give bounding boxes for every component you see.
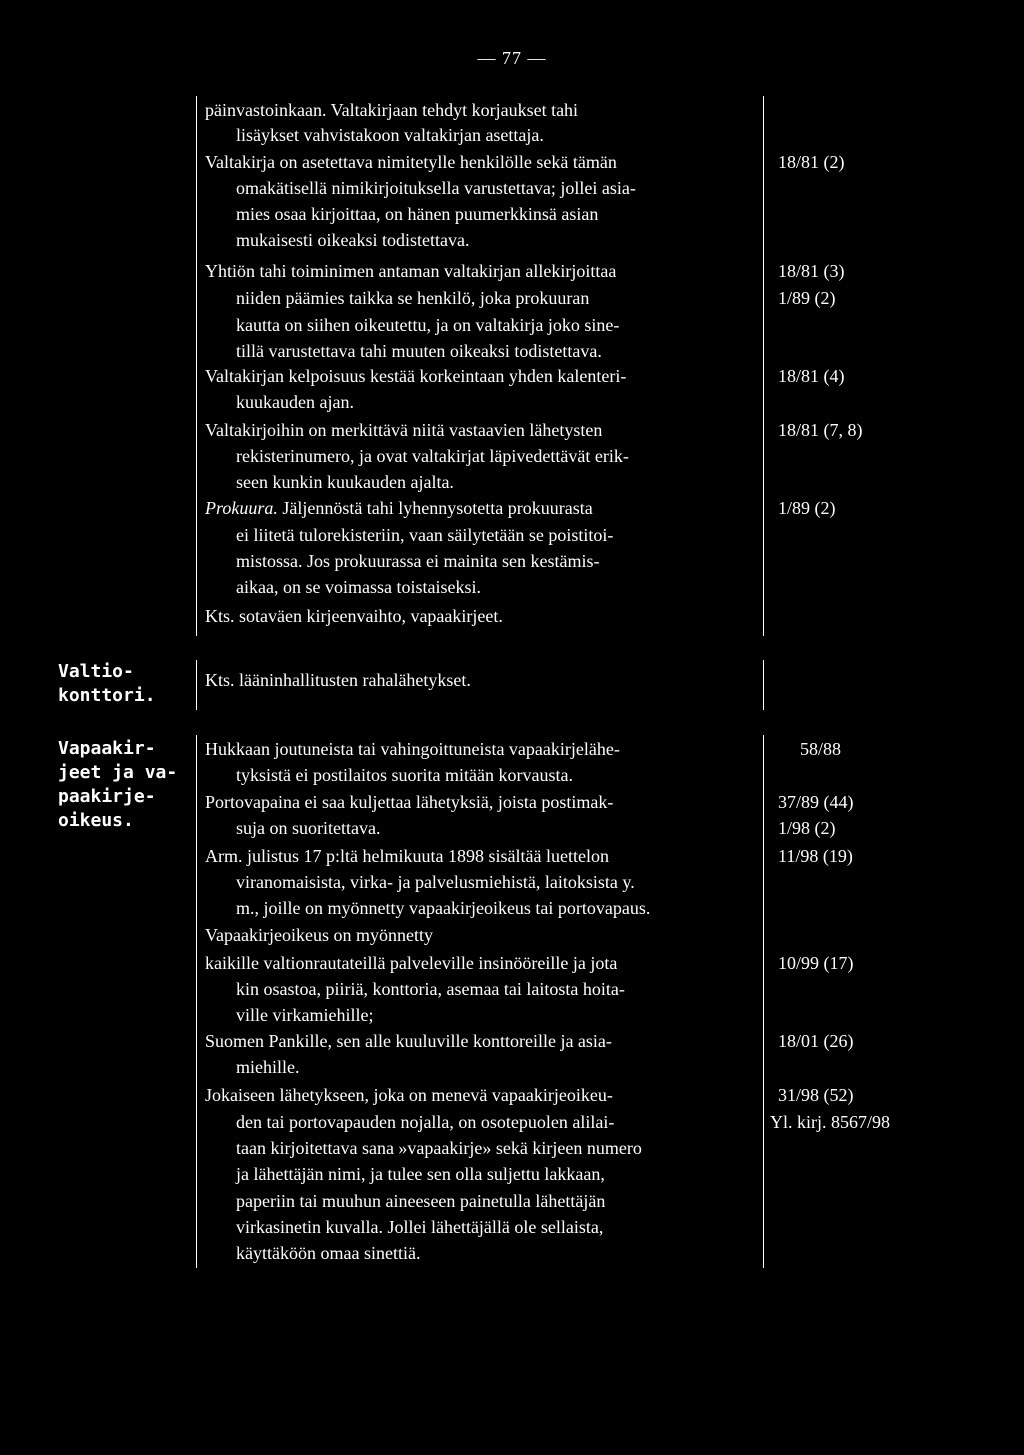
text-line [205,496,593,520]
prokuura-label: Prokuura. [205,498,278,518]
text-line: ei liitetä tulorekisteriin, vaan säilytetään se poistitoi- [236,525,614,545]
reference-note: 31/98 (52) [778,1085,854,1105]
reference-note: 18/81 (2) [778,152,845,172]
text-line: tyksistä ei postilaitos suorita mitään korvausta. [236,765,573,785]
text-line: lisäykset vahvistakoon valtakirjan asettaja. [236,125,544,145]
left-column-rule-mid [196,660,197,710]
text-line: Vapaakirjeoikeus on myönnetty [205,925,433,945]
text-line: miehille. [236,1057,300,1077]
right-column-rule-mid [763,660,764,710]
text-line: Valtakirjan kelpoisuus kestää korkeintaan yhden kalenteri- [205,366,627,386]
right-column-rule-bottom [763,735,764,1268]
text-line: den tai portovapauden nojalla, on osotepuolen alilai- [236,1112,615,1132]
section-2-text: Kts. lääninhallitusten rahalähetykset. [205,670,471,690]
text-line: päinvastoinkaan. Valtakirjaan tehdyt korjaukset tahi [205,100,579,120]
text-line: Arm. julistus 17 p:ltä helmikuuta 1898 sisältää luettelon [205,846,609,866]
side-heading-line: konttori. [58,685,156,706]
left-column-rule-bottom [196,735,197,1268]
reference-note: 11/98 (19) [778,846,853,866]
text-line: taan kirjoitettava sana »vapaakirje» sekä kirjeen numero [236,1138,642,1158]
text-line: Kts. sotaväen kirjeenvaihto, vapaakirjeet. [205,606,503,626]
side-heading-line: Valtio- [58,661,134,682]
left-column-rule-top [196,96,197,636]
reference-note: 18/81 (4) [778,366,845,386]
reference-note: 58/88 [800,739,842,759]
text-line: käyttäköön omaa sinettiä. [236,1243,421,1263]
prokuura-text: Jäljennöstä tahi lyhennysotetta prokuurasta [282,498,593,518]
reference-note: 1/98 (2) [778,818,836,838]
side-heading-line: paakirje- [58,786,156,807]
reference-note: 18/01 (26) [778,1031,854,1051]
text-line: mukaisesti oikeaksi todistettava. [236,230,470,250]
text-line: ville virkamiehille; [236,1005,374,1025]
reference-note: 18/81 (3) [778,261,845,281]
text-line: Suomen Pankille, sen alle kuuluville konttoreille ja asia- [205,1031,612,1051]
reference-note: Yl. kirj. 8567/98 [770,1112,890,1132]
text-line: suja on suoritettava. [236,818,381,838]
text-line: niiden päämies taikka se henkilö, joka prokuuran [236,288,590,308]
text-line: kaikille valtionrautateillä palveleville insinööreille ja jota [205,953,618,973]
side-heading-line: oikeus. [58,810,134,831]
text-line: seen kunkin kuukauden ajalta. [236,472,454,492]
side-heading-line: Vapaakir- [58,738,156,759]
reference-note: 18/81 (7, 8) [778,420,863,440]
text-line: kin osastoa, piiriä, konttoria, asemaa tai laitosta hoita- [236,979,625,999]
reference-note: 1/89 (2) [778,498,836,518]
text-line: kuukauden ajan. [236,392,354,412]
text-line: Yhtiön tahi toiminimen antaman valtakirjan allekirjoittaa [205,261,617,281]
text-line: mies osaa kirjoittaa, on hänen puumerkkinsä asian [236,204,599,224]
text-line: m., joille on myönnetty vapaakirjeoikeus tai portovapaus. [236,898,651,918]
text-line: virkasinetin kuvalla. Jollei lähettäjällä ole sellaista, [236,1217,604,1237]
side-heading-line: jeet ja va- [58,762,178,783]
text-line: Jokaiseen lähetykseen, joka on menevä vapaakirjeoikeu- [205,1085,613,1105]
text-line: ja lähettäjän nimi, ja tulee sen olla suljettu lakkaan, [236,1164,605,1184]
text-line: Valtakirjoihin on merkittävä niitä vastaavien lähetysten [205,420,603,440]
text-line: kautta on siihen oikeutettu, ja on valtakirja joko sine- [236,315,620,335]
reference-note: 1/89 (2) [778,288,836,308]
text-line: rekisterinumero, ja ovat valtakirjat läpivedettävät erik- [236,446,629,466]
text-line: Hukkaan joutuneista tai vahingoittuneista vapaakirjelähe- [205,739,620,759]
text-line: Portovapaina ei saa kuljettaa lähetyksiä, joista postimak- [205,792,614,812]
reference-note: 10/99 (17) [778,953,854,973]
right-column-rule-top [763,96,764,636]
text-line: aikaa, on se voimassa toistaiseksi. [236,577,481,597]
side-heading-valtiokonttori [58,660,156,708]
text-line: paperiin tai muuhun aineeseen painetulla lähettäjän [236,1191,606,1211]
text-line: mistossa. Jos prokuurassa ei mainita sen kestämis- [236,551,600,571]
reference-note: 37/89 (44) [778,792,854,812]
text-line: viranomaisista, virka- ja palvelusmiehistä, laitoksista y. [236,872,635,892]
page-number: — 77 — [477,48,547,68]
text-line: Valtakirja on asetettava nimitetylle henkilölle sekä tämän [205,152,617,172]
side-heading-vapaakirjeet [58,737,177,833]
text-line: omakätisellä nimikirjoituksella varustettava; jollei asia- [236,178,636,198]
text-line: tillä varustettava tahi muuten oikeaksi todistettava. [236,341,602,361]
